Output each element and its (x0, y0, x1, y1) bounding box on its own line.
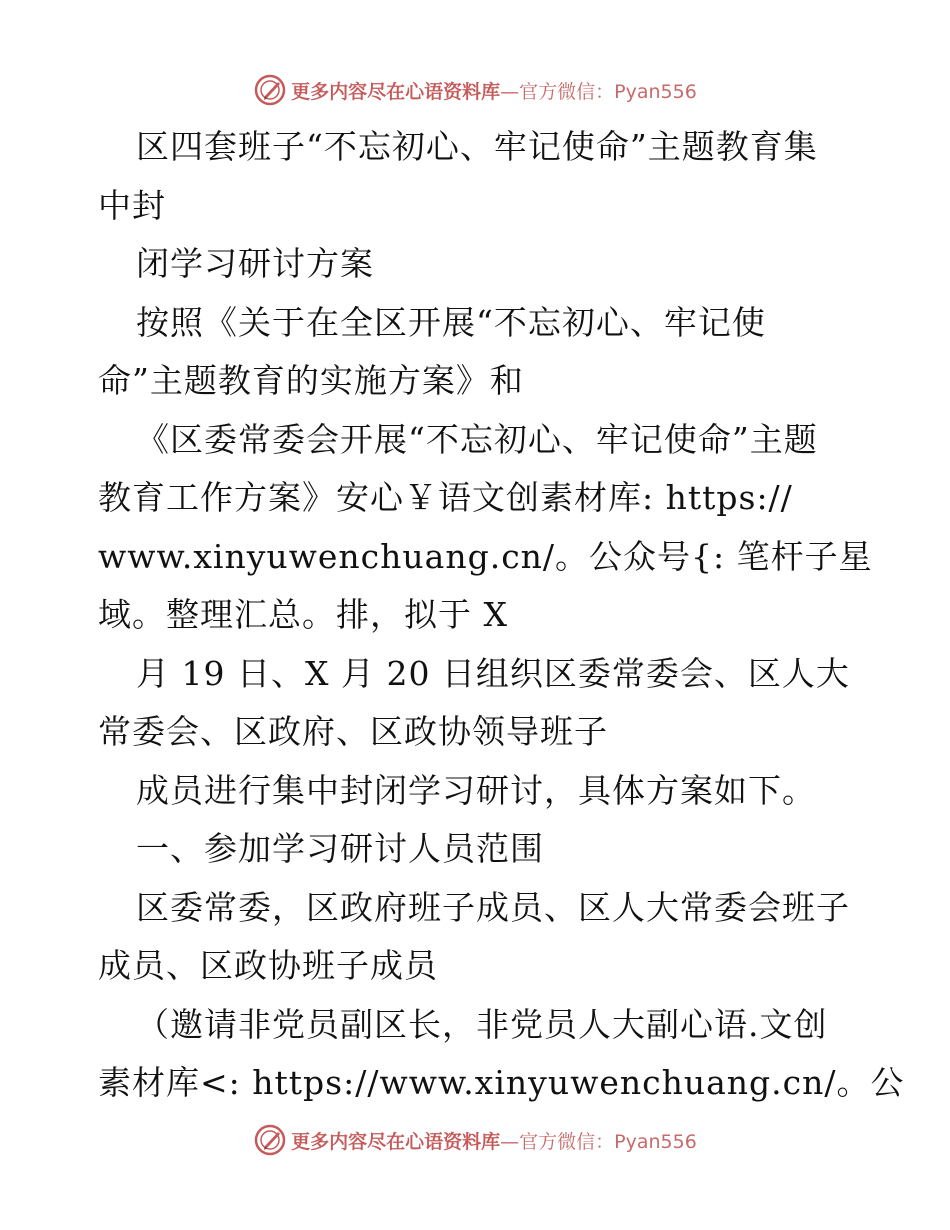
header-watermark-banner (0, 70, 950, 110)
title-line-2: 中封 (98, 185, 166, 225)
banner-wechat-text: —官方微信：Pyan556 (500, 1130, 697, 1153)
paragraph-line: 成员进行集中封闭学习研讨，具体方案如下。 (136, 770, 816, 810)
paragraph-line: 域。整理汇总。排，拟于 X (98, 595, 508, 634)
paragraph-line: 成员、区政协班子成员 (98, 946, 438, 985)
title-line-1: 区四套班子“不忘初心、牢记使命”主题教育集 (136, 127, 818, 166)
document-body (98, 118, 905, 1113)
pen-logo-icon (253, 1123, 287, 1157)
banner-wechat-text: —官方微信：Pyan556 (500, 80, 697, 103)
paragraph-line: 《区委常委会开展“不忘初心、牢记使命”主题 (136, 419, 818, 459)
title-line-3: 闭学习研讨方案 (136, 244, 374, 283)
paragraph-line: www.xinyuwenchuang.cn/。公众号{: 笔杆子星 (98, 536, 873, 576)
paragraph-line: 教育工作方案》安心￥语文创素材库: https:// (98, 478, 793, 517)
paragraph-line: 按照《关于在全区开展“不忘初心、牢记使 (136, 302, 766, 342)
paragraph-line: 素材库<: https://www.xinyuwenchuang.cn/。公 (98, 1063, 905, 1102)
section-heading: 一、参加学习研讨人员范围 (136, 829, 544, 868)
pen-logo-icon (253, 73, 287, 107)
footer-watermark-banner (0, 1120, 950, 1160)
banner-brand-text: 更多内容尽在心语资料库 (291, 80, 501, 103)
paragraph-line: 命”主题教育的实施方案》和 (98, 361, 524, 400)
paragraph-line: 常委会、区政府、区政协领导班子 (98, 712, 608, 751)
paragraph-line: 月 19 日、X 月 20 日组织区委常委会、区人大 (136, 653, 850, 693)
paragraph-line: （邀请非党员副区长，非党员人大副心语.文创 (136, 1004, 828, 1044)
paragraph-line: 区委常委，区政府班子成员、区人大常委会班子 (136, 887, 850, 927)
banner-brand-text: 更多内容尽在心语资料库 (291, 1130, 501, 1153)
